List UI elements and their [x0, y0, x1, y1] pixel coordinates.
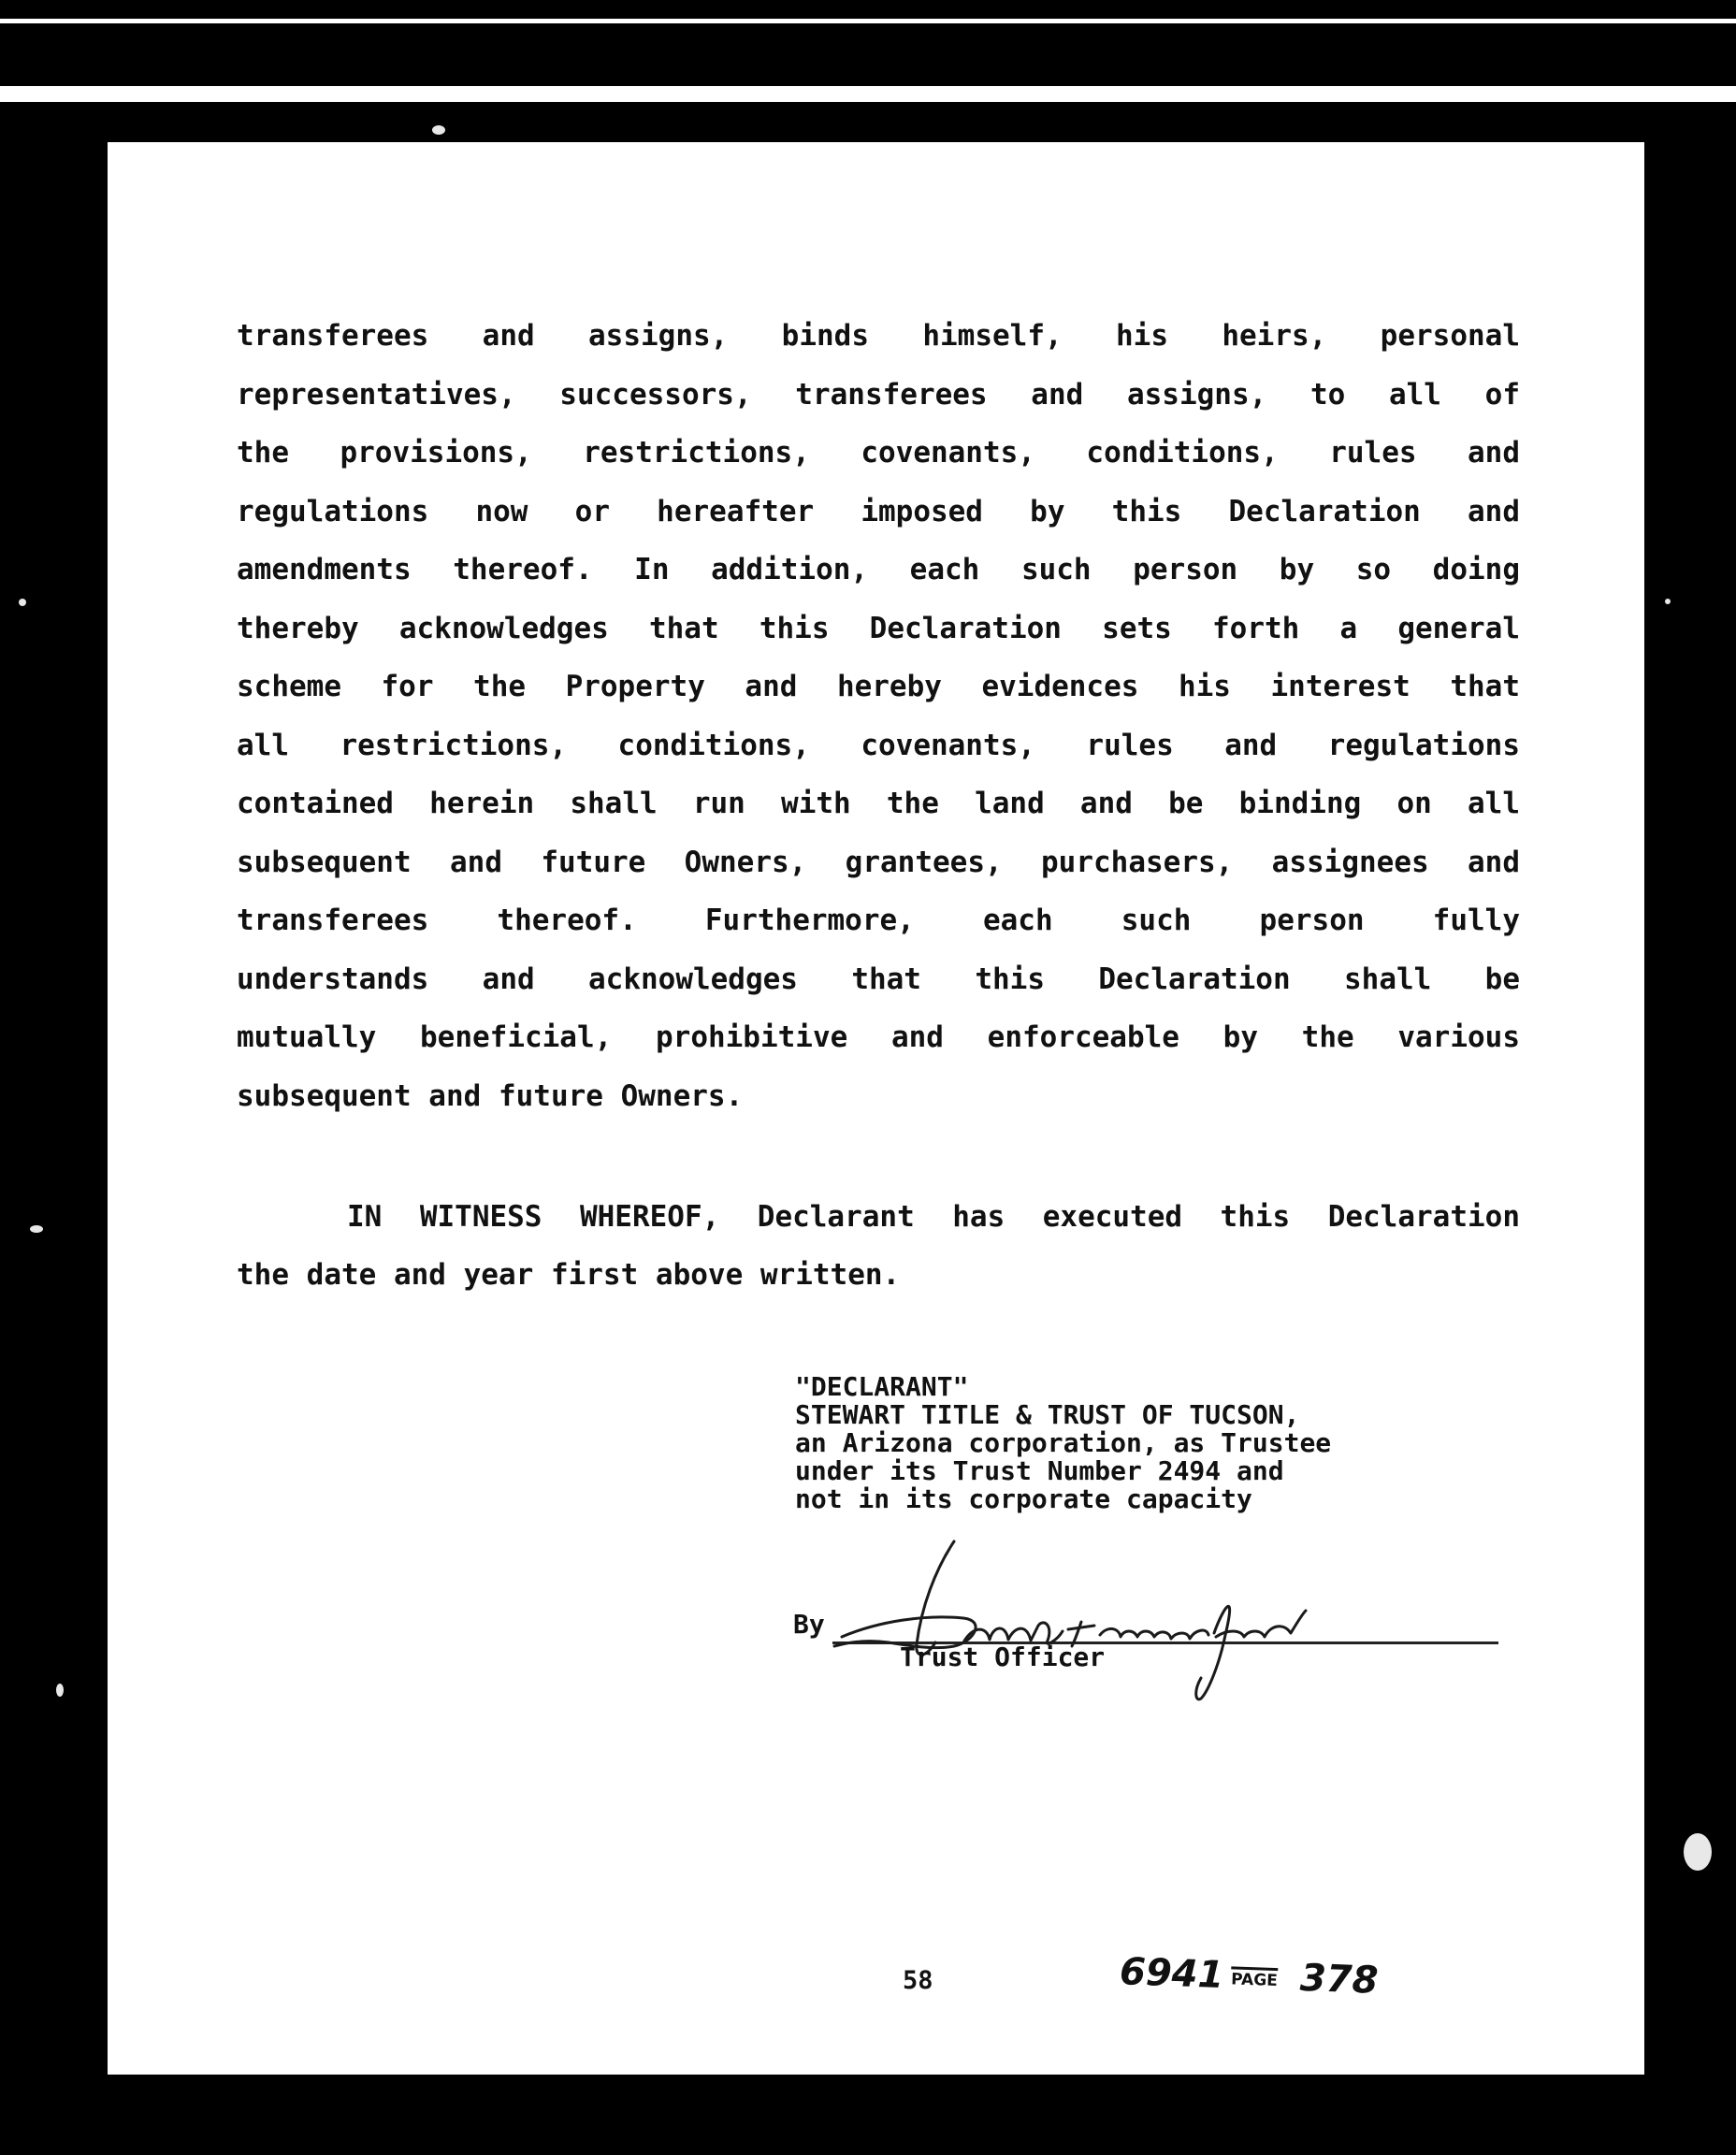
handwritten-signature: [823, 1532, 1366, 1710]
witness-paragraph: [237, 1188, 1520, 1304]
declarant-label: "DECLARANT": [795, 1371, 969, 1402]
body-line: contained herein shall run with the land and be binding on all: [237, 787, 1520, 820]
body-line: mutually beneficial, prohibitive and enforceable by the various: [237, 1020, 1520, 1054]
stamp-page-number: 378: [1299, 1956, 1380, 2003]
signer-title: Trust Officer: [900, 1642, 1106, 1672]
scan-speck: [1684, 1833, 1712, 1871]
body-line: transferees thereof. Furthermore, each such person fully: [237, 904, 1520, 937]
declarant-line: not in its corporate capacity: [795, 1483, 1252, 1514]
body-line: representatives, successors, transferees and assigns, to all of: [237, 377, 1520, 412]
declarant-name: STEWART TITLE & TRUST OF TUCSON,: [795, 1399, 1300, 1430]
declarant-line: an Arizona corporation, as Trustee: [795, 1427, 1332, 1458]
body-line: the provisions, restrictions, covenants, conditions, rules and: [237, 436, 1520, 470]
page-number: 58: [903, 1966, 933, 1995]
body-line: thereby acknowledges that this Declaration sets forth a general: [237, 611, 1520, 645]
body-line: amendments thereof. In addition, each such person by so doing: [237, 553, 1520, 586]
declarant-line: under its Trust Number 2494 and: [795, 1455, 1284, 1486]
scan-speck: [1665, 599, 1671, 604]
witness-line: IN WITNESS WHEREOF, Declarant has executed this Declaration: [347, 1200, 1520, 1234]
scan-speck: [19, 599, 26, 606]
body-line: subsequent and future Owners, grantees, purchasers, assignees and: [237, 845, 1520, 879]
body-paragraph: [237, 307, 1520, 1125]
body-line: scheme for the Property and hereby evidences his interest that: [237, 670, 1520, 703]
witness-line: the date and year first above written.: [237, 1258, 901, 1292]
stamp-page-label: PAGE: [1231, 1966, 1278, 1990]
scan-border-line: [0, 19, 1736, 23]
recording-stamp: [1119, 1950, 1379, 2003]
stamp-docket: 6941: [1119, 1950, 1225, 1998]
body-line: regulations now or hereafter imposed by this Declaration and: [237, 494, 1520, 528]
scan-speck: [432, 125, 445, 135]
scan-border-line: [0, 86, 1736, 102]
body-line: subsequent and future Owners.: [237, 1078, 744, 1113]
body-line: transferees and assigns, binds himself, his heirs, personal: [237, 319, 1520, 353]
scan-speck: [30, 1225, 43, 1233]
declarant-block: [795, 1373, 1331, 1513]
by-label: By: [793, 1609, 825, 1640]
body-line: all restrictions, conditions, covenants, rules and regulations: [237, 728, 1520, 762]
body-line: understands and acknowledges that this Declaration shall be: [237, 962, 1520, 996]
scan-speck: [56, 1684, 64, 1697]
